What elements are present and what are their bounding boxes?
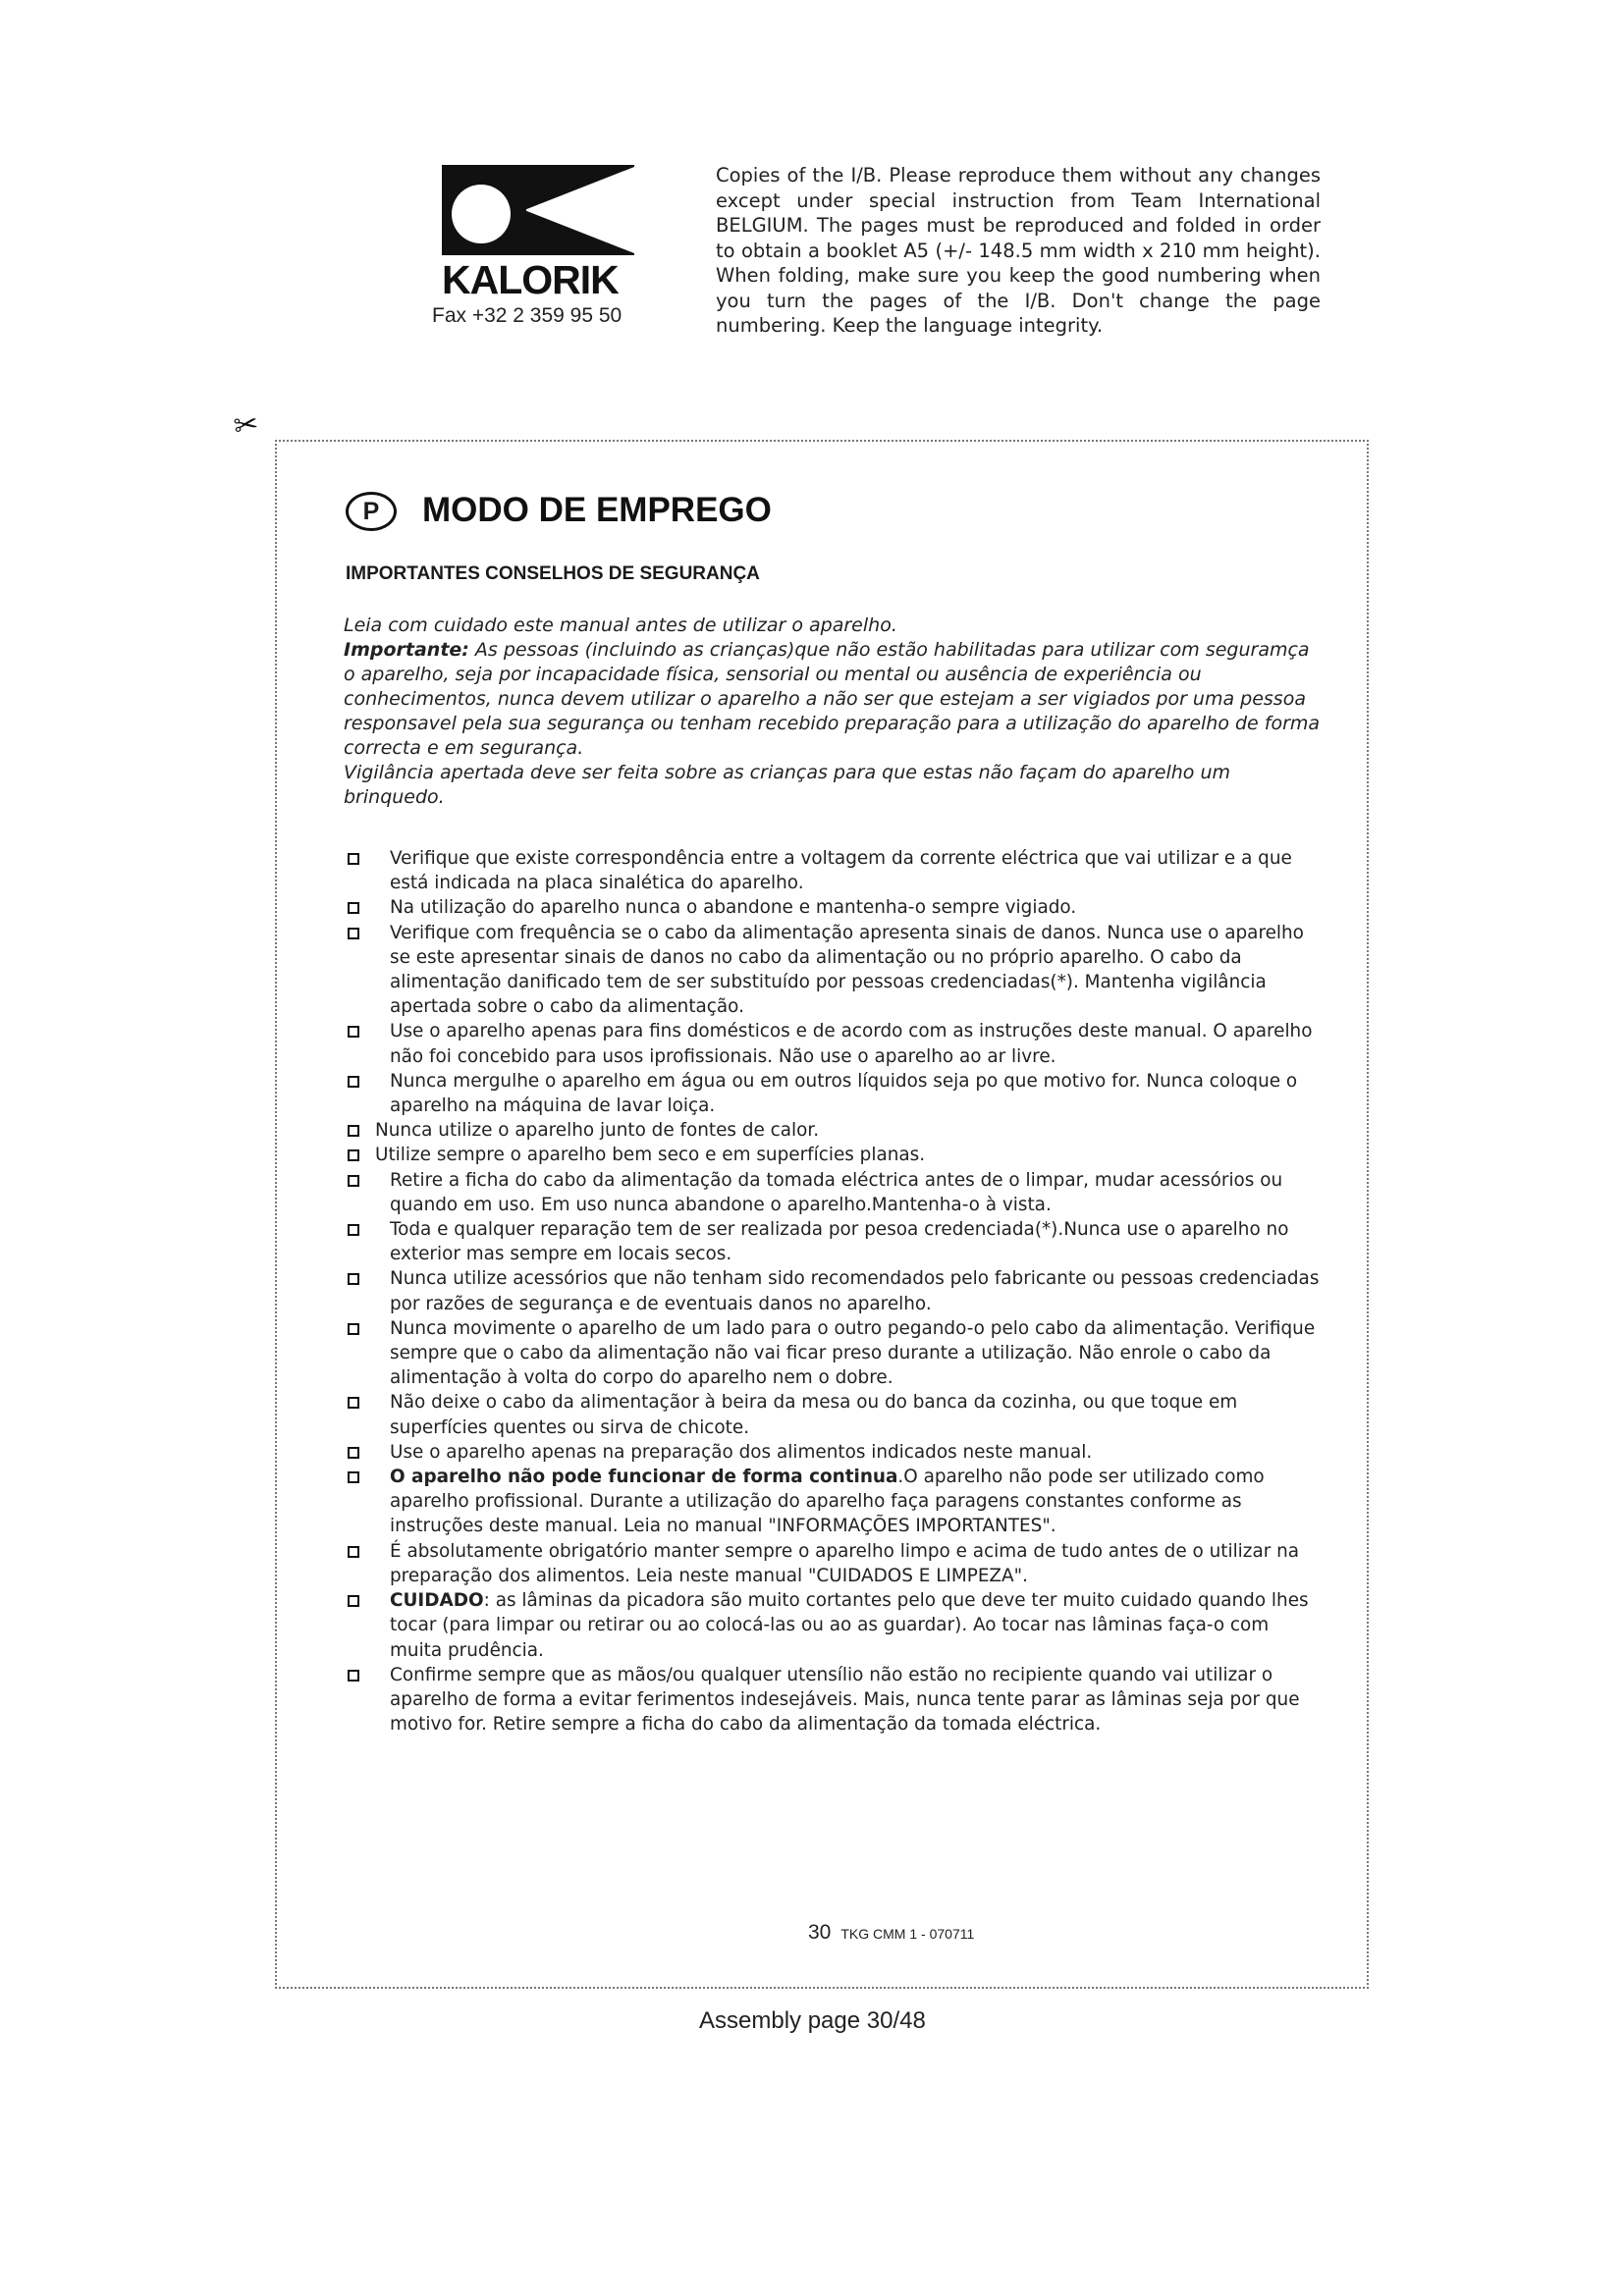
safety-item-text: Na utilização do aparelho nunca o abandone e mantenha-o sempre vigiado. (390, 897, 1077, 919)
logo-wordmark: KALORIK (442, 257, 619, 302)
checkbox-bullet-icon (348, 902, 359, 914)
safety-item-emphasis: CUIDADO (390, 1590, 484, 1612)
language-badge: P (346, 492, 397, 531)
safety-list-item (344, 1539, 1326, 1588)
checkbox-bullet-icon (348, 1224, 359, 1236)
checkbox-bullet-icon (348, 1397, 359, 1409)
safety-item-text: Nunca movimente o aparelho de um lado para o outro pegando-o pelo cabo da alimentação. Verifique sempre que o cabo da alimentação não vai ficar preso durante a utilização. Não enrole o cabo da alimentação à volta do corpo do aparelho nem o dobre. (390, 1317, 1316, 1389)
safety-list-item (344, 895, 1326, 920)
safety-item-text: : as lâminas da picadora são muito cortantes pelo que deve ter muito cuidado quando lhes tocar (para limpar ou retirar ou ao colocá-las ou ao as guardar). Ao tocar nas lâminas faça-o com muita prudência. (390, 1590, 1309, 1661)
safety-list-item (344, 1266, 1326, 1315)
scissors-icon: ✂ (231, 406, 261, 445)
safety-list-item (344, 846, 1326, 895)
safety-list-item (344, 921, 1326, 1020)
safety-item-text: Use o aparelho apenas na preparação dos alimentos indicados neste manual. (390, 1441, 1093, 1463)
page-footer (808, 1921, 974, 1945)
safety-item-text: Não deixe o cabo da alimentaçãor à beira da mesa ou do banca da cozinha, ou que toque em superfícies quentes ou sirva de chicote. (390, 1392, 1238, 1438)
safety-list-item (344, 1118, 1326, 1143)
safety-list-item (344, 1143, 1326, 1167)
document-code: TKG CMM 1 - 070711 (840, 1926, 975, 1942)
safety-item-text: Toda e qualquer reparação tem de ser realizada por pesoa credenciada(*).Nunca use o aparelho no exterior mas sempre em locais secos. (390, 1219, 1289, 1265)
checkbox-bullet-icon (348, 1471, 359, 1483)
safety-item-text: Verifique que existe correspondência entre a voltagem da corrente eléctrica que vai utilizar e a que está indicada na placa sinalética do aparelho. (390, 848, 1292, 894)
safety-list-item (344, 1390, 1326, 1439)
brand-logo (442, 165, 638, 303)
safety-list-item (344, 1316, 1326, 1391)
safety-list-item (344, 1168, 1326, 1217)
important-text: As pessoas (incluindo as crianças)que não estão habilitadas para utilizar com seguramça o aparelho, seja por incapacidade física, sensorial ou mental ou ausência de experiência ou conhecimentos, nunca devem utilizar o aparelho a não ser que estejam a ser vigiados por uma pessoa responsavel pela sua segurança ou tenham recebido preparação para a utilização do aparelho de forma correcta e em segurança. (344, 639, 1321, 759)
intro-block (344, 614, 1326, 810)
safety-list-item (344, 1588, 1326, 1663)
checkbox-bullet-icon (348, 1076, 359, 1088)
vigilance-paragraph: Vigilância apertada deve ser feita sobre as crianças para que estas não façam do aparelho um brinquedo. (344, 762, 1231, 808)
important-label: Importante: (344, 639, 469, 661)
fax-number: Fax +32 2 359 95 50 (432, 304, 623, 327)
page-title: MODO DE EMPREGO (422, 491, 772, 529)
safety-item-text: É absolutamente obrigatório manter sempre o aparelho limpo e acima de tudo antes de o utilizar na preparação dos alimentos. Leia neste manual "CUIDADOS E LIMPEZA". (390, 1540, 1300, 1586)
checkbox-bullet-icon (348, 1323, 359, 1335)
safety-list-item (344, 1069, 1326, 1118)
safety-list-item (344, 1019, 1326, 1068)
safety-item-text: Nunca utilize o aparelho junto de fontes de calor. (375, 1120, 820, 1142)
kalorik-k-logo-icon (442, 165, 634, 255)
intro-line: Leia com cuidado este manual antes de utilizar o aparelho. (344, 614, 897, 636)
page-number: 30 (808, 1921, 832, 1944)
checkbox-bullet-icon (348, 1447, 359, 1459)
safety-item-emphasis: O aparelho não pode funcionar de forma continua (390, 1467, 898, 1488)
checkbox-bullet-icon (348, 853, 359, 865)
safety-list-item (344, 1663, 1326, 1737)
checkbox-bullet-icon (348, 1175, 359, 1187)
checkbox-bullet-icon (348, 1595, 359, 1607)
important-paragraph (344, 638, 1326, 761)
checkbox-bullet-icon (348, 1273, 359, 1285)
safety-item-text: Retire a ficha do cabo da alimentação da tomada eléctrica antes de o limpar, mudar acessórios ou quando em uso. Em uso nunca abandone o aparelho.Mantenha-o à vista. (390, 1169, 1283, 1215)
safety-list-item (344, 1465, 1326, 1539)
safety-list (344, 846, 1326, 1736)
safety-item-text: .O aparelho não pode ser utilizado como aparelho profissional. Durante a utilização do aparelho faça paragens constantes conforme as instruções deste manual. Leia no manual "INFORMAÇÕES IMPORTANTES". (390, 1467, 1265, 1537)
checkbox-bullet-icon (348, 928, 359, 939)
safety-item-text: Utilize sempre o aparelho bem seco e em superfícies planas. (375, 1145, 926, 1166)
safety-item-text: Nunca mergulhe o aparelho em água ou em outros líquidos seja po que motivo for. Nunca coloque o aparelho na máquina de lavar loiça. (390, 1070, 1298, 1117)
section-heading: IMPORTANTES CONSELHOS DE SEGURANÇA (346, 563, 760, 584)
checkbox-bullet-icon (348, 1546, 359, 1558)
checkbox-bullet-icon (348, 1125, 359, 1137)
assembly-note: Assembly page 30/48 (699, 2007, 926, 2034)
safety-item-text: Use o aparelho apenas para fins domésticos e de acordo com as instruções deste manual. O aparelho não foi concebido para usos iprofissionais. Não use o aparelho ao ar livre. (390, 1021, 1313, 1067)
checkbox-bullet-icon (348, 1670, 359, 1682)
safety-item-text: Nunca utilize acessórios que não tenham sido recomendados pelo fabricante ou pessoas credenciadas por razões de segurança e de eventuais danos no aparelho. (390, 1268, 1320, 1314)
safety-item-text: Confirme sempre que as mãos/ou qualquer utensílio não estão no recipiente quando vai utilizar o aparelho de forma a evitar ferimentos indesejáveis. Mais, nunca tente parar as lâminas seja por que motivo for. Retire sempre a ficha do cabo da alimentação da tomada eléctrica. (390, 1664, 1300, 1735)
safety-list-item (344, 1217, 1326, 1266)
reproduction-instructions: Copies of the I/B. Please reproduce them without any changes except under special instruction from Team International BELGIUM. The pages must be reproduced and folded in order to obtain a booklet A5 (+/- 148.5 mm width x 210 mm height). When folding, make sure you keep the good numbering when you turn the pages of the I/B. Don't change the page numbering. Keep the language integrity. (716, 164, 1321, 337)
checkbox-bullet-icon (348, 1149, 359, 1161)
safety-item-text: Verifique com frequência se o cabo da alimentação apresenta sinais de danos. Nunca use o aparelho se este apresentar sinais de danos no cabo da alimentação ou no próprio aparelho. O cabo da alimentação danificado tem de ser substituído por pessoas credenciadas(*). Mantenha vigilância apertada sobre o cabo da alimentação. (390, 922, 1304, 1018)
safety-list-item (344, 1440, 1326, 1465)
checkbox-bullet-icon (348, 1026, 359, 1038)
